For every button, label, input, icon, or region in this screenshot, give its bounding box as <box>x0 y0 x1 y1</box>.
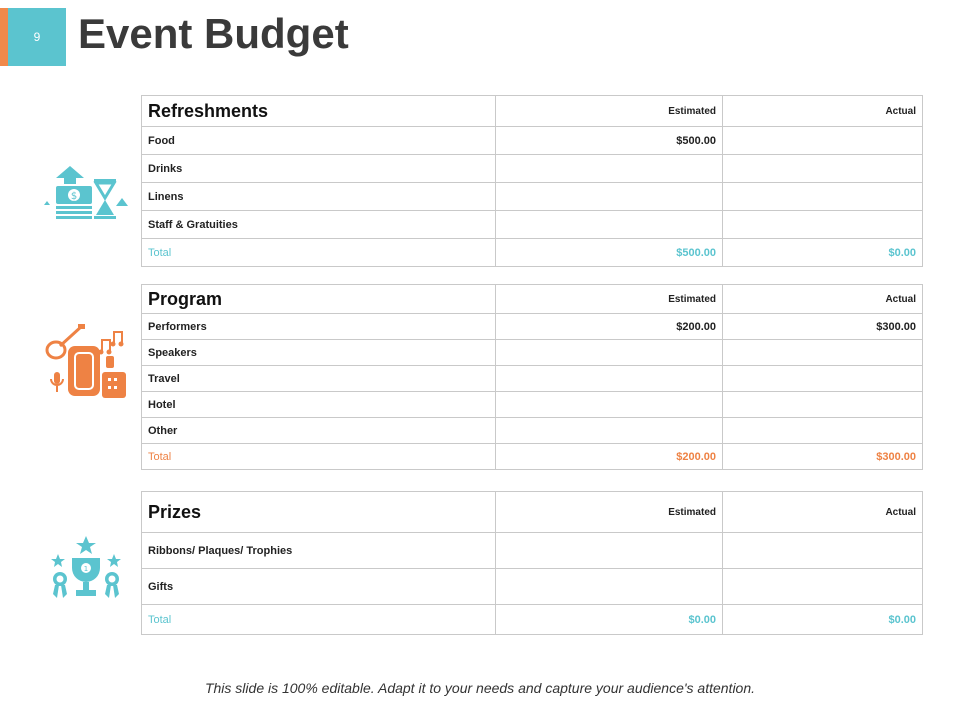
table-row <box>142 155 923 183</box>
total-estimated: $0.00 <box>496 605 723 635</box>
total-estimated: $500.00 <box>496 239 723 267</box>
row-actual <box>723 366 923 392</box>
total-label: Total <box>142 605 496 635</box>
row-actual <box>723 392 923 418</box>
prizes-table <box>141 491 923 635</box>
total-row <box>142 444 923 470</box>
svg-text:$: $ <box>70 191 78 202</box>
total-actual: $0.00 <box>723 605 923 635</box>
table-row <box>142 127 923 155</box>
table-header-row <box>142 96 923 127</box>
column-actual: Actual <box>723 285 923 314</box>
row-actual: $300.00 <box>723 314 923 340</box>
trophy-medals-icon <box>46 532 126 602</box>
row-label: Travel <box>142 366 496 392</box>
row-label: Hotel <box>142 392 496 418</box>
row-label: Other <box>142 418 496 444</box>
row-actual <box>723 418 923 444</box>
refreshments-table <box>141 95 923 267</box>
row-actual <box>723 127 923 155</box>
row-actual <box>723 155 923 183</box>
table-row <box>142 183 923 211</box>
row-actual <box>723 569 923 605</box>
total-label: Total <box>142 444 496 470</box>
total-actual: $0.00 <box>723 239 923 267</box>
footer-note: This slide is 100% editable. Adapt it to your needs and capture your audience's attention. <box>204 680 756 696</box>
section-title-refreshments: Refreshments <box>142 96 496 127</box>
column-actual: Actual <box>723 96 923 127</box>
row-actual <box>723 533 923 569</box>
total-actual: $300.00 <box>723 444 923 470</box>
row-estimated: $500.00 <box>496 127 723 155</box>
page-title: Event Budget <box>78 10 349 57</box>
page-number-accent <box>0 8 8 66</box>
page-number-badge <box>0 8 66 66</box>
column-estimated: Estimated <box>496 492 723 533</box>
row-estimated <box>496 366 723 392</box>
row-label: Staff & Gratuities <box>142 211 496 239</box>
section-title-prizes: Prizes <box>142 492 496 533</box>
table-row <box>142 314 923 340</box>
row-estimated <box>496 211 723 239</box>
table-row <box>142 366 923 392</box>
table-row <box>142 569 923 605</box>
row-label: Gifts <box>142 569 496 605</box>
svg-text:1: 1 <box>83 565 89 573</box>
row-label: Performers <box>142 314 496 340</box>
table-row <box>142 340 923 366</box>
table-row <box>142 418 923 444</box>
row-estimated: $200.00 <box>496 314 723 340</box>
row-label: Ribbons/ Plaques/ Trophies <box>142 533 496 569</box>
row-label: Food <box>142 127 496 155</box>
table-row <box>142 392 923 418</box>
column-estimated: Estimated <box>496 96 723 127</box>
budget-money-hourglass-icon <box>44 162 130 222</box>
table-row <box>142 533 923 569</box>
row-estimated <box>496 155 723 183</box>
row-actual <box>723 183 923 211</box>
section-title-program: Program <box>142 285 496 314</box>
total-label: Total <box>142 239 496 267</box>
total-estimated: $200.00 <box>496 444 723 470</box>
row-estimated <box>496 418 723 444</box>
table-header-row <box>142 285 923 314</box>
row-label: Speakers <box>142 340 496 366</box>
table-row <box>142 211 923 239</box>
row-estimated <box>496 569 723 605</box>
row-actual <box>723 211 923 239</box>
column-estimated: Estimated <box>496 285 723 314</box>
row-estimated <box>496 392 723 418</box>
row-actual <box>723 340 923 366</box>
row-estimated <box>496 340 723 366</box>
page-number: 9 <box>33 30 41 44</box>
row-estimated <box>496 183 723 211</box>
table-header-row <box>142 492 923 533</box>
music-travel-icon <box>44 322 130 400</box>
row-label: Linens <box>142 183 496 211</box>
row-estimated <box>496 533 723 569</box>
program-table <box>141 284 923 470</box>
total-row <box>142 605 923 635</box>
total-row <box>142 239 923 267</box>
column-actual: Actual <box>723 492 923 533</box>
row-label: Drinks <box>142 155 496 183</box>
